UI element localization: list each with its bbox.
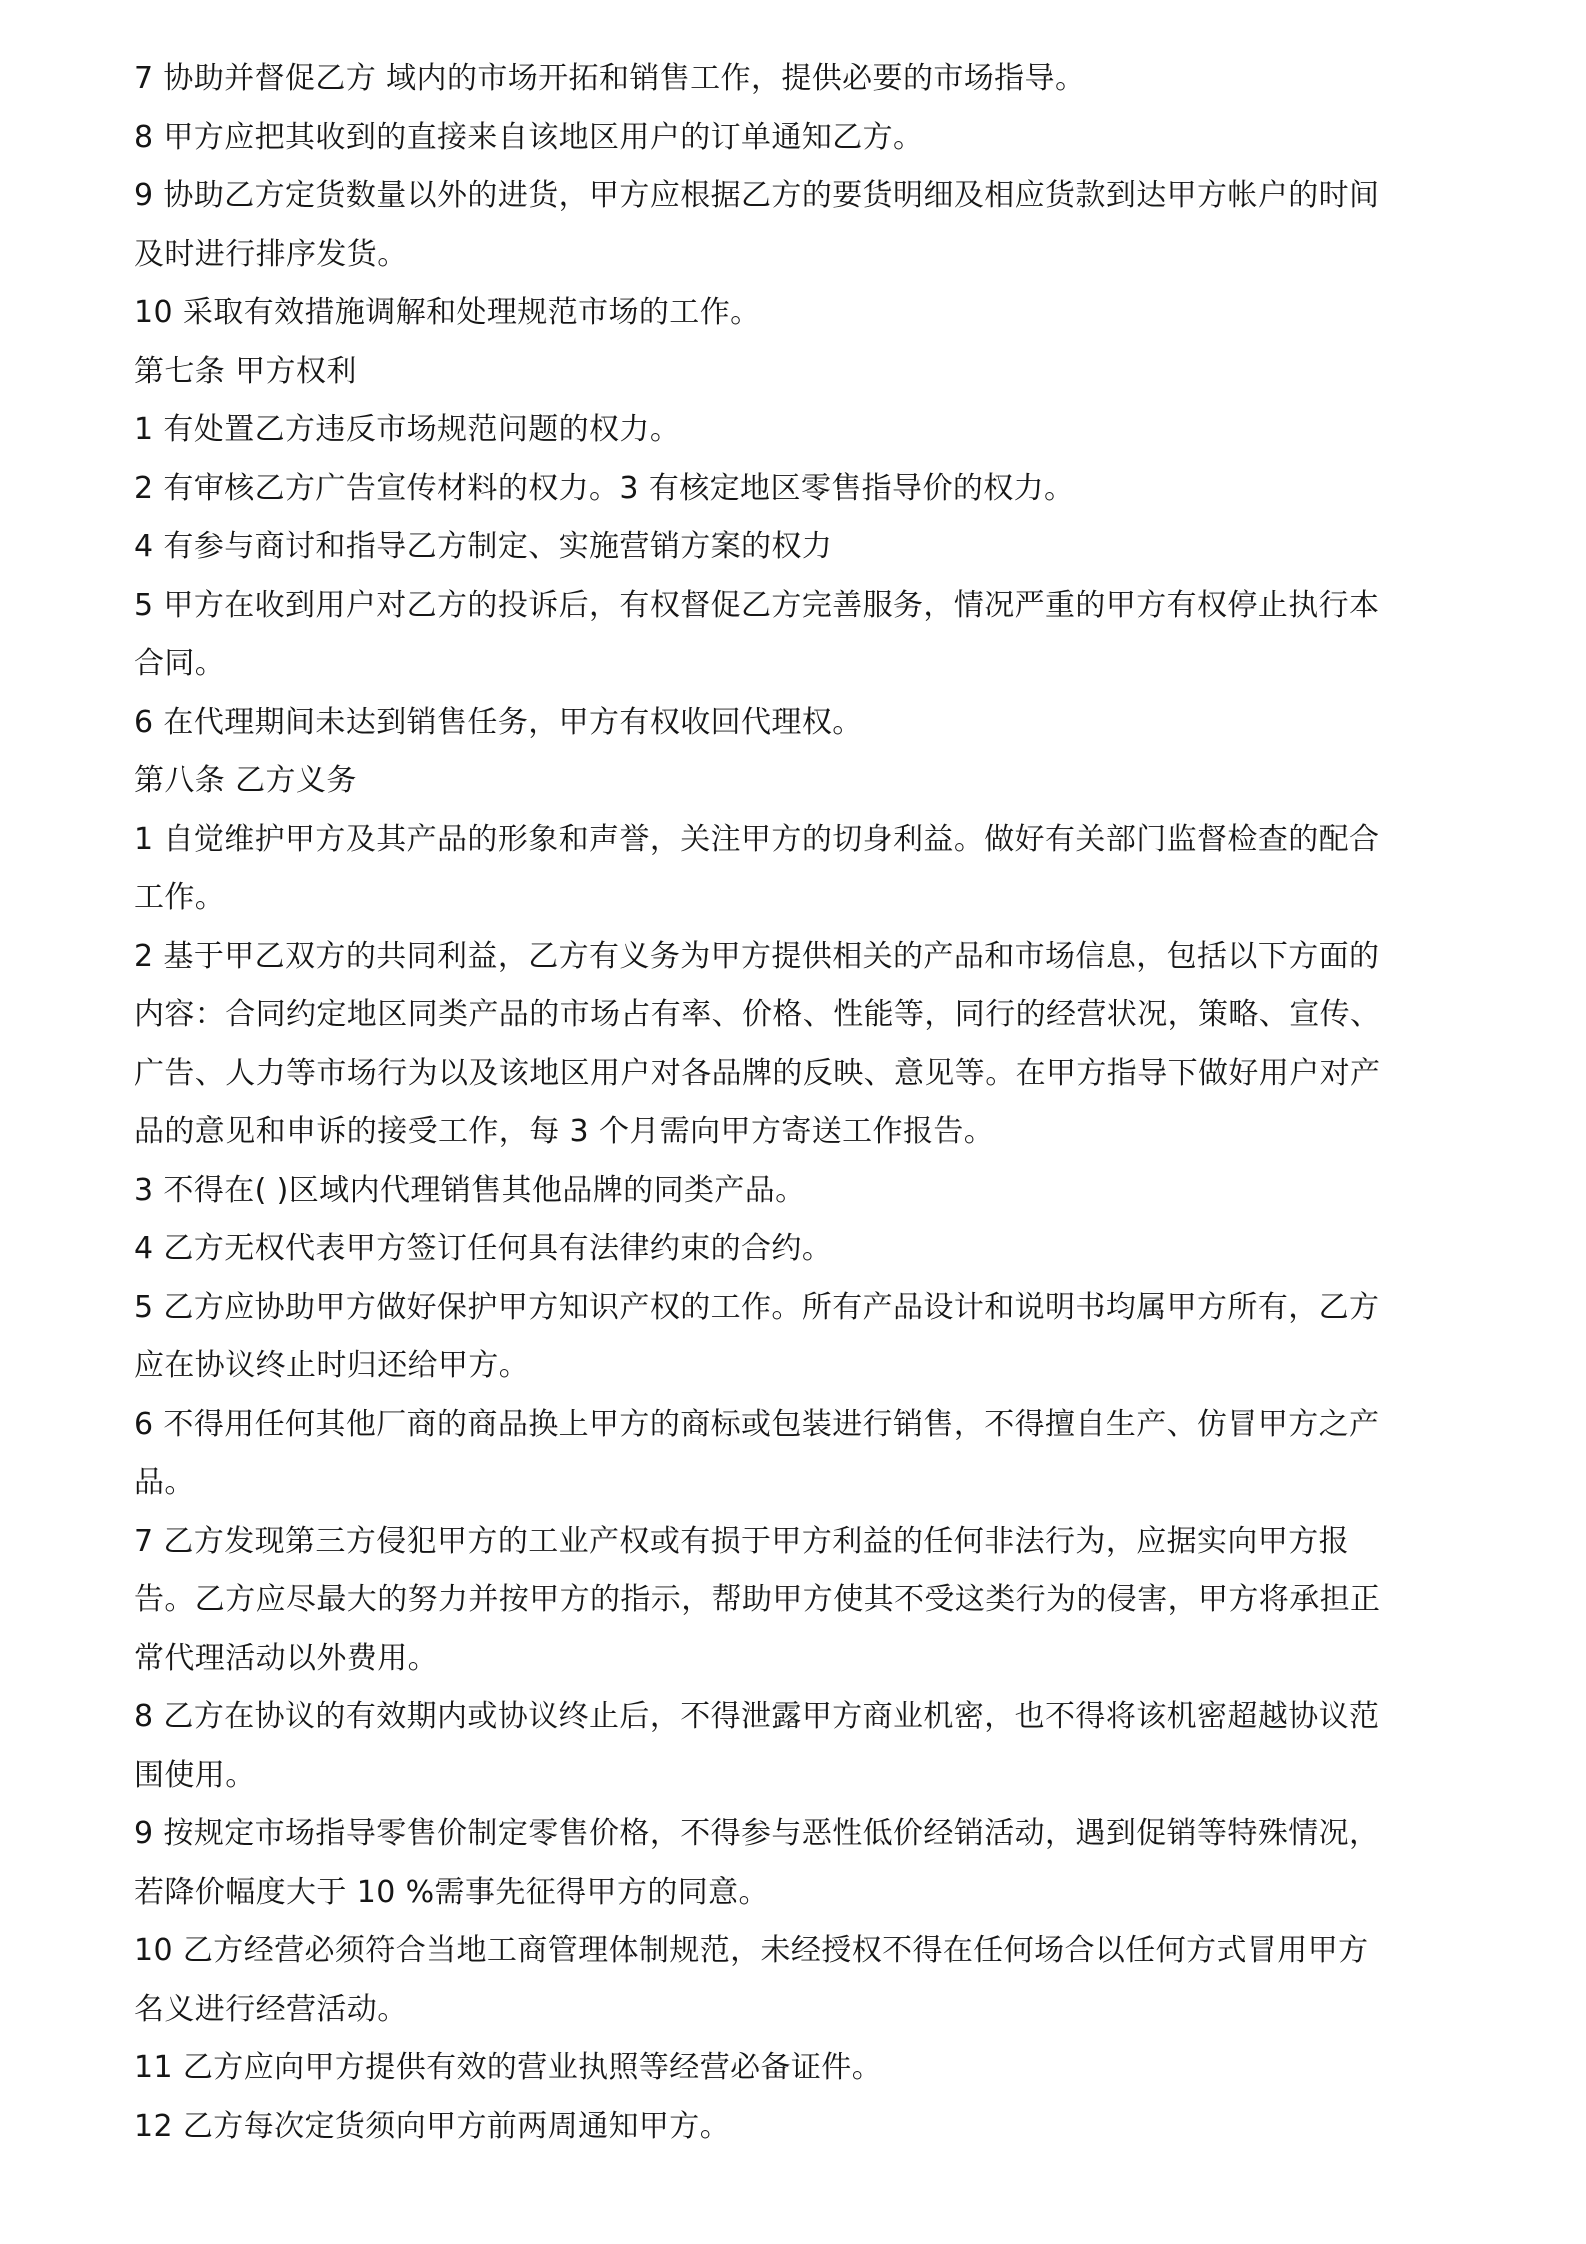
text-line: 品。 xyxy=(134,1465,195,1500)
text-line: 合同。 xyxy=(134,646,226,681)
text-line: 广告、人力等市场行为以及该地区用户对各品牌的反映、意见等。在甲方指导下做好用户对产 xyxy=(134,1055,1381,1091)
text-line: 名义进行经营活动。 xyxy=(134,1991,408,2027)
document-page xyxy=(134,50,1464,2156)
text-line: 6 不得用任何其他厂商的商品换上甲方的商标或包装进行销售，不得擅自生产、仿冒甲方之产 xyxy=(134,1406,1380,1442)
text-line: 5 甲方在收到用户对乙方的投诉后，有权督促乙方完善服务，情况严重的甲方有权停止执行本 xyxy=(134,587,1380,623)
text-line: 12 乙方每次定货须向甲方前两周通知甲方。 xyxy=(134,2108,731,2144)
text-line: 3 不得在( )区域内代理销售其他品牌的同类产品。 xyxy=(134,1172,806,1208)
text-line: 1 有处置乙方违反市场规范问题的权力。 xyxy=(134,412,681,447)
text-line: 工作。 xyxy=(134,880,226,915)
text-line: 10 采取有效措施调解和处理规范市场的工作。 xyxy=(134,295,761,330)
text-line: 9 按规定市场指导零售价制定零售价格，不得参与恶性低价经销活动，遇到促销等特殊情况， xyxy=(134,1816,1380,1851)
text-line: 8 乙方在协议的有效期内或协议终止后，不得泄露甲方商业机密，也不得将该机密超越协议范 xyxy=(134,1699,1380,1734)
text-line: 围使用。 xyxy=(134,1757,256,1793)
text-line: 常代理活动以外费用。 xyxy=(134,1640,438,1676)
text-line: 10 乙方经营必须符合当地工商管理体制规范，未经授权不得在任何场合以任何方式冒用甲方 xyxy=(134,1933,1369,1968)
text-line: 4 乙方无权代表甲方签订任何具有法律约束的合约。 xyxy=(134,1231,833,1266)
section-heading: 第八条 乙方义务 xyxy=(134,763,357,798)
text-line: 应在协议终止时归还给甲方。 xyxy=(134,1348,530,1383)
text-line: 及时进行排序发货。 xyxy=(134,236,408,272)
text-line: 1 自觉维护甲方及其产品的形象和声誉，关注甲方的切身利益。做好有关部门监督检查的配合 xyxy=(134,821,1380,857)
text-line: 7 乙方发现第三方侵犯甲方的工业产权或有损于甲方利益的任何非法行为，应据实向甲方报 xyxy=(134,1523,1350,1559)
text-line: 2 有审核乙方广告宣传材料的权力。3 有核定地区零售指导价的权力。 xyxy=(134,470,1075,506)
section-heading: 第七条 甲方权利 xyxy=(134,353,357,389)
text-line: 内容：合同约定地区同类产品的市场占有率、价格、性能等，同行的经营状况，策略、宣传、 xyxy=(134,997,1381,1032)
text-line: 2 基于甲乙双方的共同利益，乙方有义务为甲方提供相关的产品和市场信息，包括以下方面的 xyxy=(134,938,1380,974)
text-line: 8 甲方应把其收到的直接来自该地区用户的订单通知乙方。 xyxy=(134,119,924,155)
text-line: 9 协助乙方定货数量以外的进货，甲方应根据乙方的要货明细及相应货款到达甲方帐户的时间 xyxy=(134,178,1380,213)
text-line: 7 协助并督促乙方 域内的市场开拓和销售工作，提供必要的市场指导。 xyxy=(134,61,1086,96)
text-line: 5 乙方应协助甲方做好保护甲方知识产权的工作。所有产品设计和说明书均属甲方所有，乙方 xyxy=(134,1289,1380,1325)
text-line: 6 在代理期间未达到销售任务，甲方有权收回代理权。 xyxy=(134,704,863,740)
text-line: 品的意见和申诉的接受工作，每 3 个月需向甲方寄送工作报告。 xyxy=(134,1114,995,1149)
text-line: 告。乙方应尽最大的努力并按甲方的指示，帮助甲方使其不受这类行为的侵害，甲方将承担正 xyxy=(134,1582,1381,1617)
text-line: 4 有参与商讨和指导乙方制定、实施营销方案的权力 xyxy=(134,529,833,564)
text-line: 11 乙方应向甲方提供有效的营业执照等经营必备证件。 xyxy=(134,2050,883,2085)
text-line: 若降价幅度大于 10 %需事先征得甲方的同意。 xyxy=(134,1874,769,1910)
